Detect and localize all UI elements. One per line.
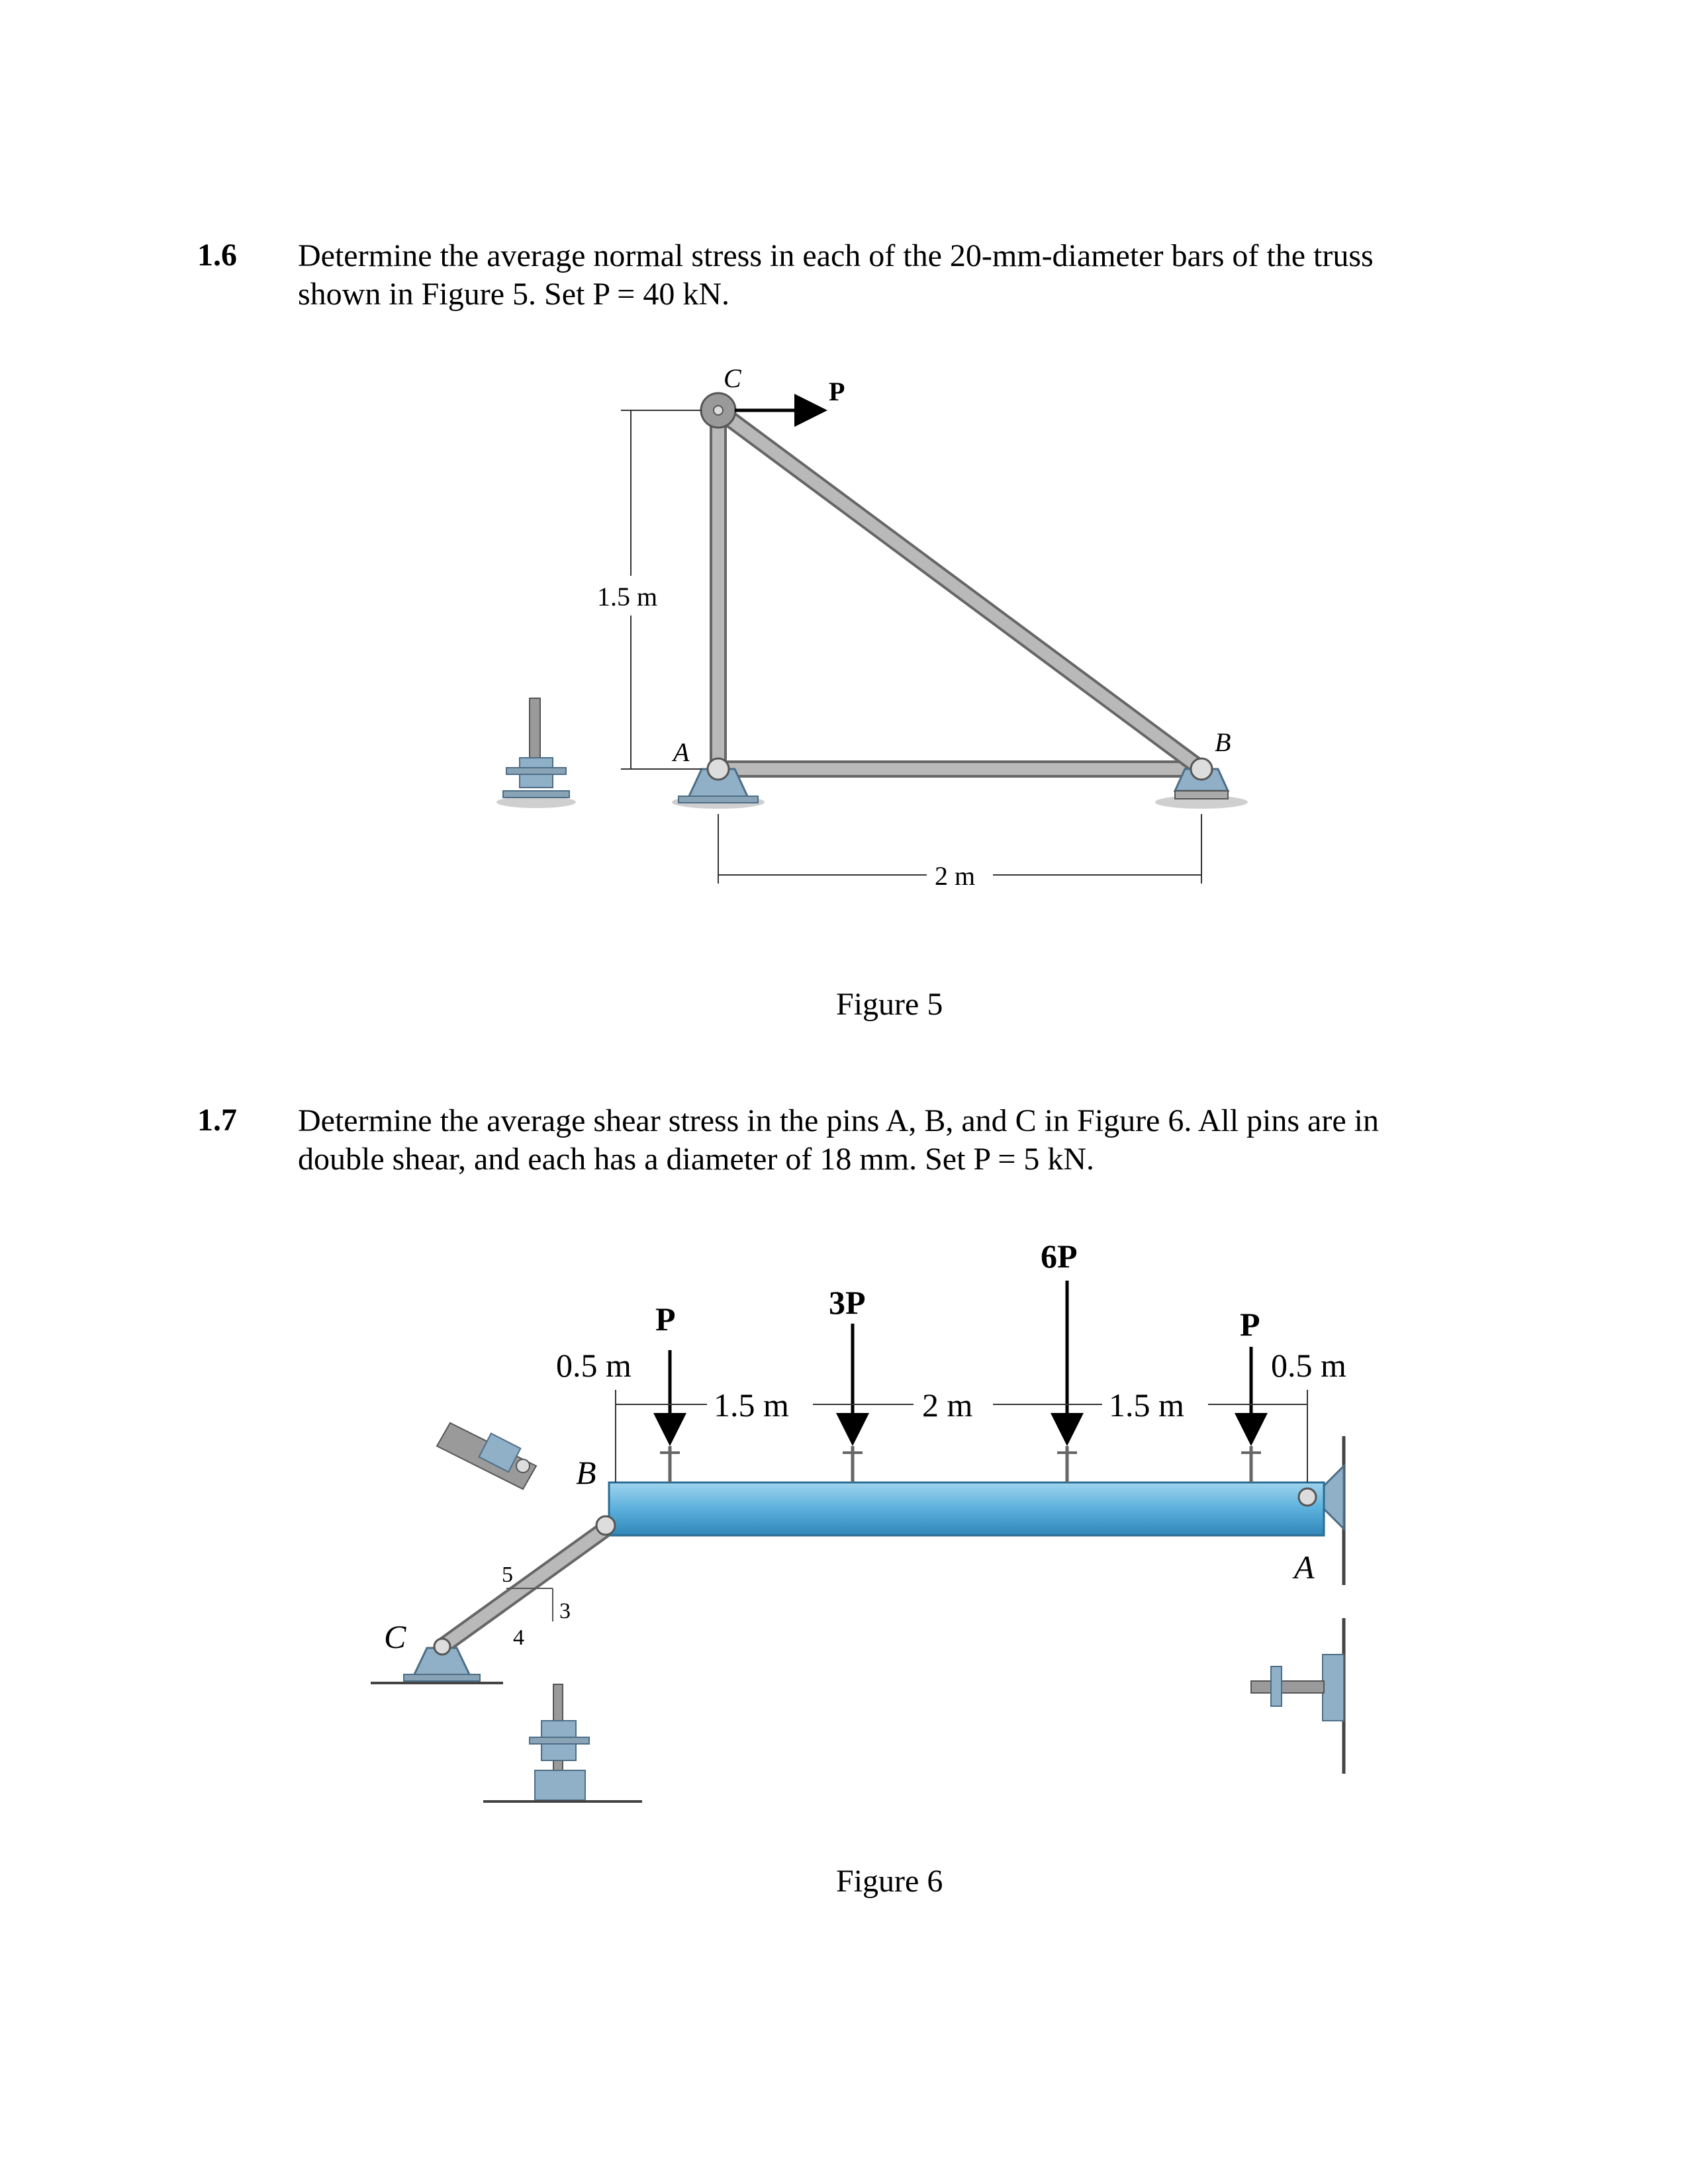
problem-1-6-number: 1.6: [197, 238, 237, 273]
figure-5-caption: Figure 5: [836, 987, 943, 1022]
beam: [609, 1482, 1324, 1535]
problem-1-7-line2: double shear, and each has a diameter of 18 mm. Set P = 5 kN.: [298, 1142, 1095, 1177]
problem-1-6-line1: Determine the average normal stress in each of the 20-mm-diameter bars of the truss: [298, 238, 1374, 273]
problem-1-7-number: 1.7: [197, 1103, 237, 1138]
pin-detail-c: [483, 1684, 642, 1801]
load-p-right: [1241, 1347, 1261, 1482]
label-c-fig6: C: [384, 1618, 406, 1655]
pin-a-fig6: [1299, 1488, 1316, 1506]
dim-label-right: 0.5 m: [1271, 1347, 1346, 1384]
dim-height-label: 1.5 m: [597, 582, 658, 612]
load-label-p-right: P: [1240, 1306, 1260, 1343]
load-label-6p: 6P: [1041, 1238, 1078, 1275]
load-p-left: [660, 1350, 680, 1482]
load-label-p-left: P: [655, 1300, 676, 1338]
pin-c-fig6: [434, 1639, 450, 1655]
slope-label-3: 3: [559, 1599, 571, 1623]
label-a-fig6: A: [1294, 1549, 1315, 1586]
problem-1-6-line2: shown in Figure 5. Set P = 40 kN.: [298, 277, 729, 312]
figure-6-caption: Figure 6: [836, 1864, 943, 1899]
problem-1-7-line1: Determine the average shear stress in the pins A, B, and C in Figure 6. All pins are in: [298, 1103, 1379, 1138]
dim-label-1: 1.5 m: [714, 1387, 789, 1424]
label-b: B: [1215, 727, 1231, 757]
load-6p: [1057, 1281, 1077, 1482]
label-p: P: [829, 377, 845, 406]
load-label-3p: 3P: [829, 1284, 866, 1321]
dim-label-2: 2 m: [922, 1387, 973, 1424]
label-b-fig6: B: [576, 1454, 596, 1491]
pin-detail-a: [1251, 1618, 1344, 1774]
label-c: C: [724, 363, 741, 393]
dim-label-3: 1.5 m: [1109, 1387, 1184, 1424]
slope-label-5: 5: [502, 1563, 513, 1587]
pin-detail-b: [437, 1423, 536, 1489]
wall-bracket-a: [1324, 1466, 1344, 1529]
label-a: A: [673, 737, 690, 767]
support-c-base: [404, 1674, 480, 1681]
load-3p: [843, 1324, 863, 1482]
pin-b-fig6: [596, 1516, 615, 1535]
slope-label-4: 4: [513, 1625, 524, 1650]
dim-width-label: 2 m: [935, 861, 976, 891]
dim-label-left: 0.5 m: [556, 1347, 632, 1384]
